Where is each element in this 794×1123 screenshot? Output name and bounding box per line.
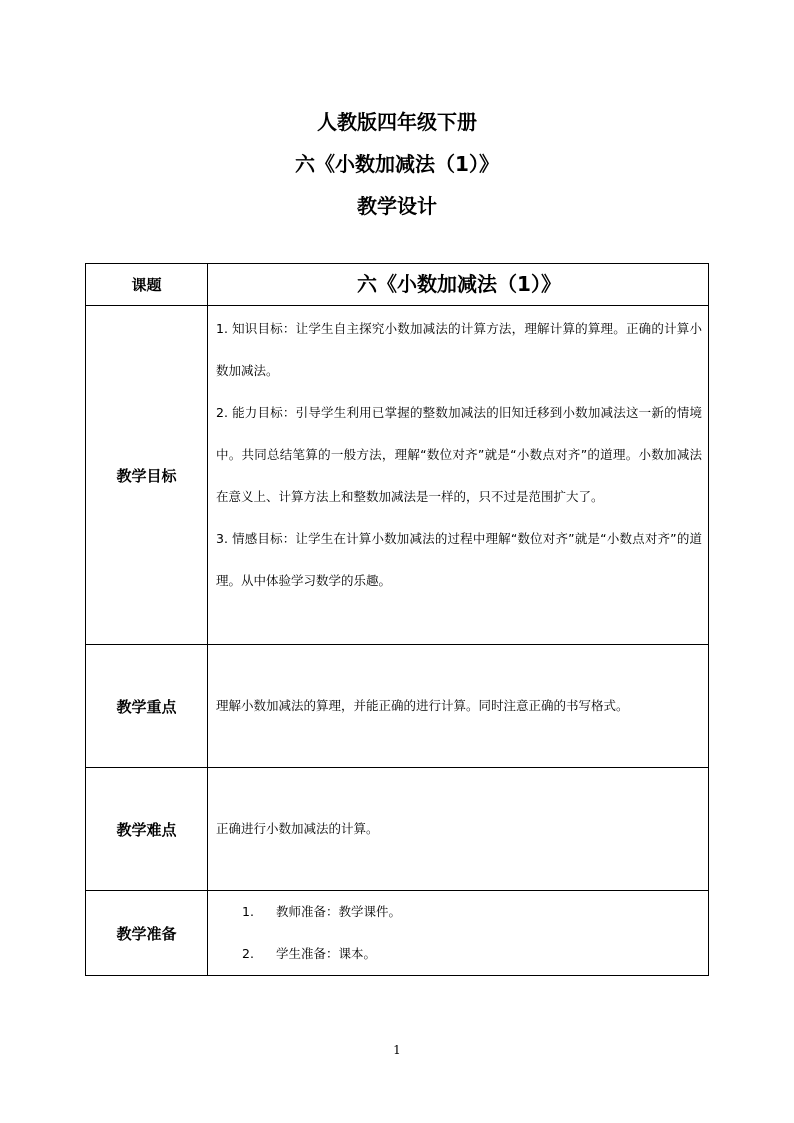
key-point-value: 理解小数加减法的算理，并能正确的进行计算。同时注意正确的书写格式。	[208, 645, 709, 768]
table-row-topic	[86, 264, 709, 306]
list-item-number: 1.	[242, 904, 254, 919]
list-item-number: 2.	[242, 946, 254, 961]
goal-emotion: 3. 情感目标：让学生在计算小数加减法的过程中理解“数位对齐”就是“小数点对齐”的道理。从中体验学习数学的乐趣。	[216, 531, 702, 588]
table-row-goals	[86, 306, 709, 645]
list-item	[216, 933, 702, 975]
list-item-text: 学生准备：课本。	[276, 946, 377, 961]
difficulty-value: 正确进行小数加减法的计算。	[208, 768, 709, 891]
topic-label: 课题	[86, 264, 208, 306]
table-row-preparation	[86, 891, 709, 976]
table-row-key-point	[86, 645, 709, 768]
goals-label: 教学目标	[86, 306, 208, 645]
difficulty-label: 教学难点	[86, 768, 208, 891]
lesson-plan-table	[85, 263, 709, 976]
lesson-title: 六《小数加减法（1）》	[295, 152, 499, 176]
page-number: 1	[393, 1043, 401, 1057]
document-title: 人教版四年级下册	[317, 110, 477, 134]
topic-value: 六《小数加减法（1）》	[208, 264, 709, 306]
goals-content	[208, 306, 709, 645]
document-subtitle: 教学设计	[357, 194, 437, 218]
list-item	[216, 891, 702, 933]
list-item-text: 教师准备：教学课件。	[276, 904, 402, 919]
key-point-label: 教学重点	[86, 645, 208, 768]
preparation-label: 教学准备	[86, 891, 208, 976]
goal-ability: 2. 能力目标：引导学生利用已掌握的整数加减法的旧知迁移到小数加减法这一新的情境中。共同总结笔算的一般方法，理解“数位对齐”就是“小数点对齐”的道理。小数加减法在意义上、计算方法上和整数加减法是一样的，只不过是范围扩大了。	[216, 405, 702, 504]
preparation-list	[208, 891, 709, 976]
table-row-difficulty	[86, 768, 709, 891]
goal-knowledge: 1. 知识目标：让学生自主探究小数加减法的计算方法，理解计算的算理。正确的计算小数加减法。	[216, 321, 702, 378]
